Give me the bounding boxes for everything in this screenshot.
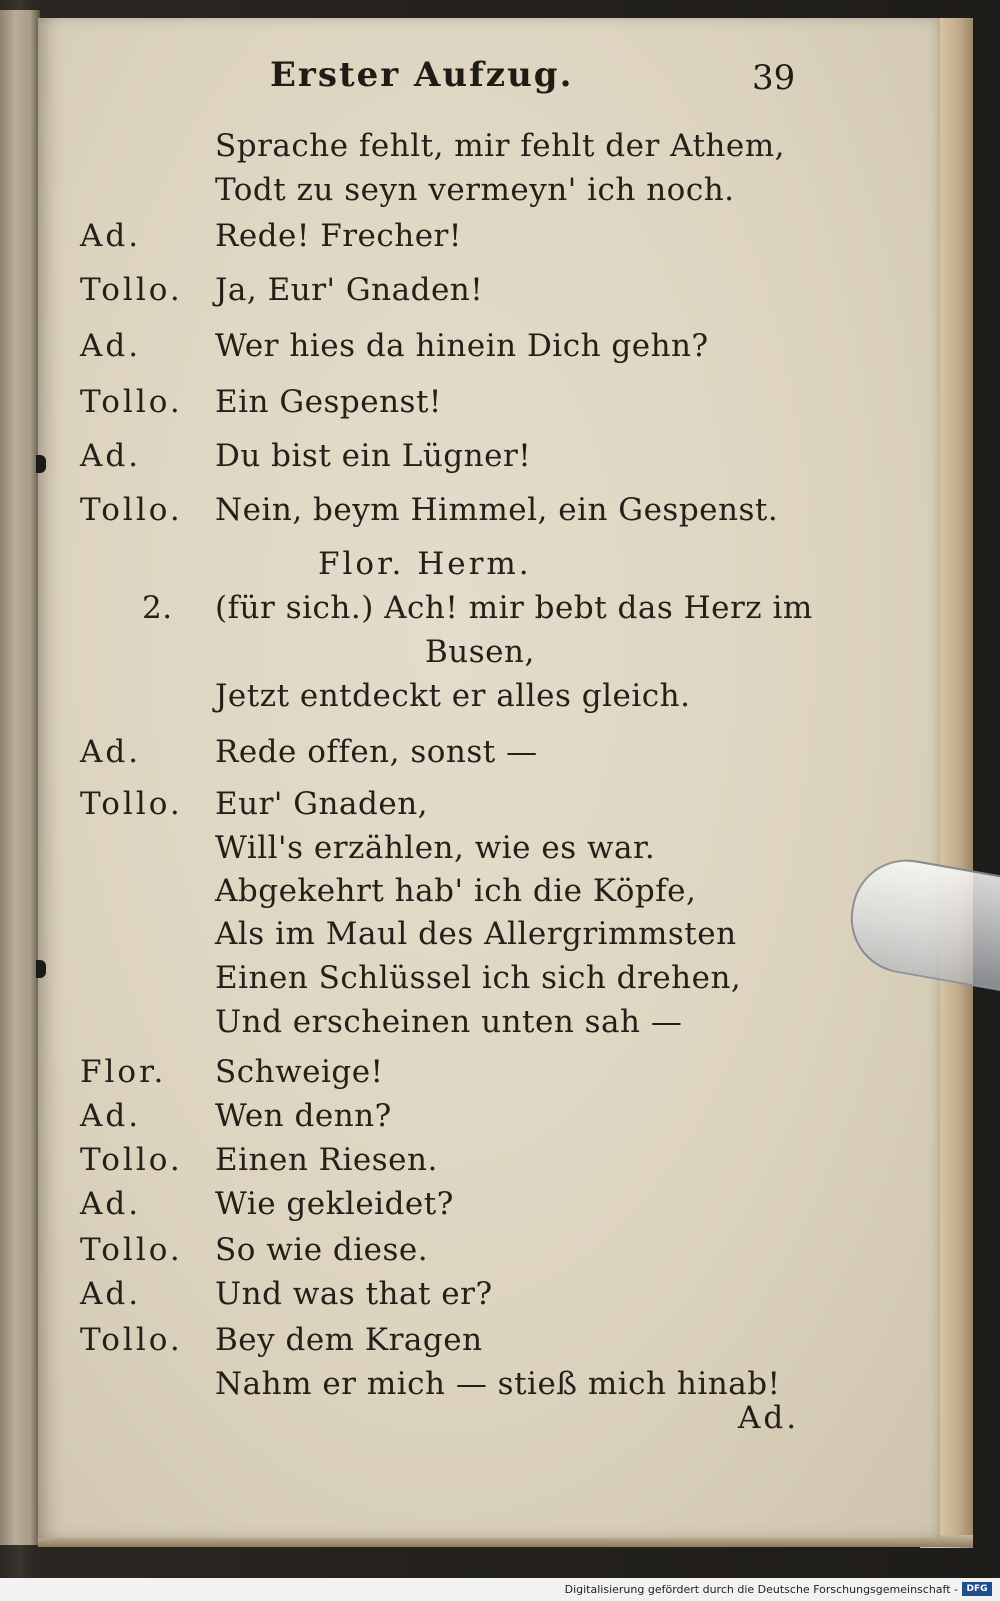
funding-credit: Digitalisierung gefördert durch die Deutsche Forschungsgemeinschaft -: [564, 1583, 958, 1596]
speaker-label: Tollo.: [80, 1142, 183, 1178]
speaker-label: Flor.: [80, 1054, 167, 1090]
speaker-label: Ad.: [80, 328, 142, 364]
verse-line: Nein, beym Himmel, ein Gespenst.: [215, 492, 779, 528]
speaker-label: Ad.: [80, 1186, 142, 1222]
catchword: Ad.: [738, 1400, 800, 1436]
verse-line: Wie gekleidet?: [215, 1186, 454, 1222]
verse-line: Als im Maul des Allergrimmsten: [215, 916, 737, 952]
speaker-label: Ad.: [80, 734, 142, 770]
verse-line: Einen Riesen.: [215, 1142, 438, 1178]
verse-line: Jetzt entdeckt er alles gleich.: [215, 678, 691, 714]
verse-line: Und erscheinen unten sah —: [215, 1004, 683, 1040]
verse-line: Will's erzählen, wie es war.: [215, 830, 656, 866]
page-number: 39: [752, 58, 796, 98]
verse-line: Rede offen, sonst —: [215, 734, 538, 770]
left-page-edge: [0, 10, 40, 1545]
verse-line: Nahm er mich — stieß mich hinab!: [215, 1366, 781, 1402]
verse-line: Und was that er?: [215, 1276, 493, 1312]
verse-line: Busen,: [425, 634, 535, 670]
speaker-label: Ad.: [80, 1098, 142, 1134]
speaker-label: Tollo.: [80, 272, 183, 308]
verse-line: (für sich.) Ach! mir bebt das Herz im: [215, 590, 813, 626]
spine-notch: [36, 960, 46, 978]
spine-notch: [36, 455, 46, 473]
verse-line: Ja, Eur' Gnaden!: [215, 272, 484, 308]
verse-line: Abgekehrt hab' ich die Köpfe,: [215, 873, 697, 909]
verse-line: Du bist ein Lügner!: [215, 438, 532, 474]
verse-line: Einen Schlüssel ich sich drehen,: [215, 960, 742, 996]
speaker-label: Tollo.: [80, 1322, 183, 1358]
verse-line: Rede! Frecher!: [215, 218, 462, 254]
speaker-label: Tollo.: [80, 492, 183, 528]
verse-line: Ein Gespenst!: [215, 384, 442, 420]
running-head: Erster Aufzug.: [270, 55, 574, 95]
verse-line: Wer hies da hinein Dich gehn?: [215, 328, 709, 364]
verse-line: Eur' Gnaden,: [215, 786, 429, 822]
verse-line: Schweige!: [215, 1054, 384, 1090]
speaker-label: Tollo.: [80, 384, 183, 420]
speaker-label: 2.: [142, 590, 173, 626]
verse-line: So wie diese.: [215, 1232, 429, 1268]
speaker-label: Tollo.: [80, 1232, 183, 1268]
verse-line: Todt zu seyn vermeyn' ich noch.: [215, 172, 735, 208]
dfg-logo: DFG: [962, 1582, 992, 1596]
speaker-label: Ad.: [80, 218, 142, 254]
speaker-label: Tollo.: [80, 786, 183, 822]
speaker-heading: Flor. Herm.: [318, 546, 532, 582]
verse-line: Sprache fehlt, mir fehlt der Athem,: [215, 128, 785, 164]
speaker-label: Ad.: [80, 1276, 142, 1312]
verse-line: Bey dem Kragen: [215, 1322, 483, 1358]
speaker-label: Ad.: [80, 438, 142, 474]
verse-line: Wen denn?: [215, 1098, 392, 1134]
